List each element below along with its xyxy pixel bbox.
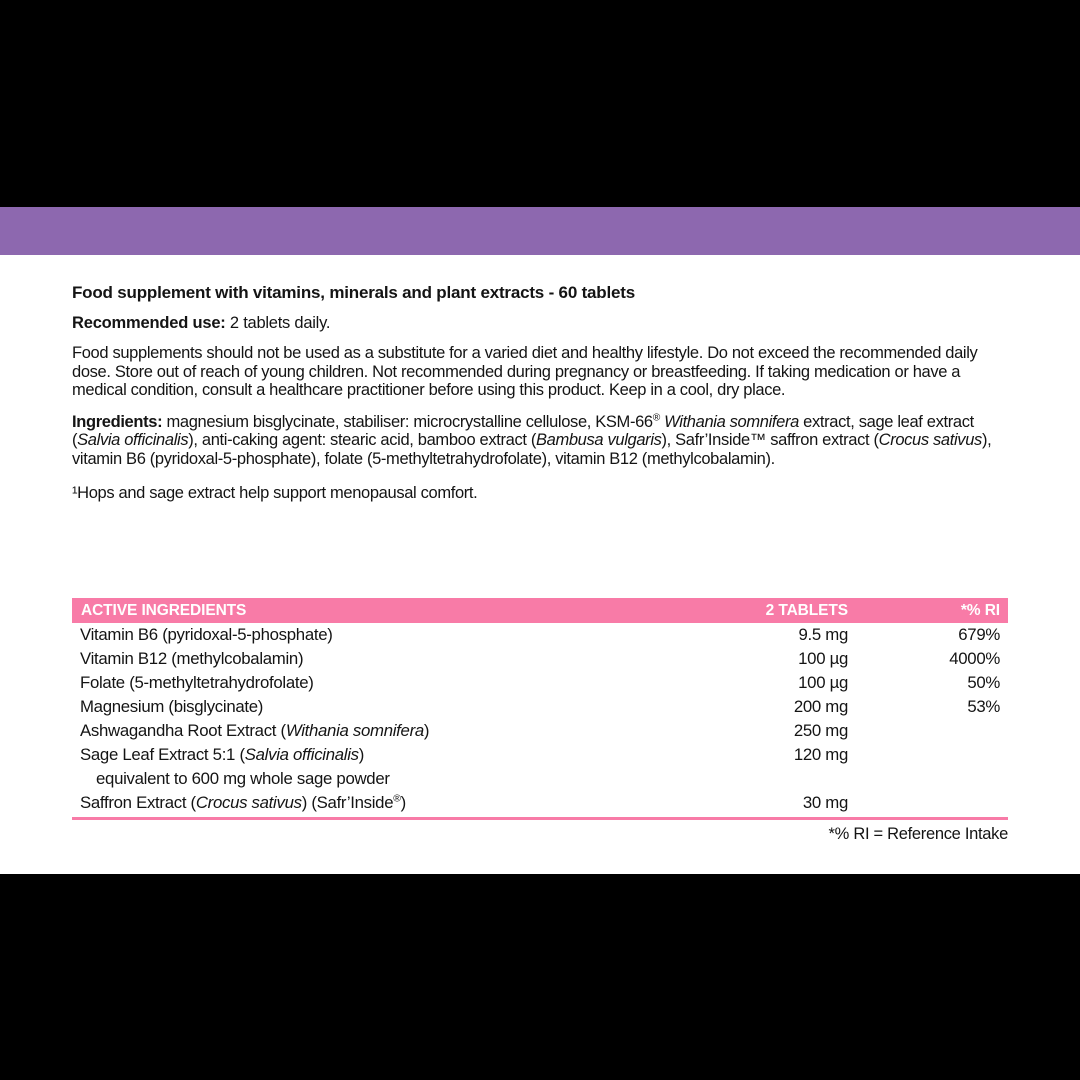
ingredient-amount: 100 µg xyxy=(798,673,848,693)
ingredient-name: Vitamin B6 (pyridoxal-5-phosphate) xyxy=(80,625,333,645)
active-ingredients-table xyxy=(72,598,1008,844)
ingredient-name: Ashwagandha Root Extract (Withania somnifera) xyxy=(80,721,430,741)
table-row xyxy=(72,719,1008,743)
ingredient-amount: 9.5 mg xyxy=(798,625,848,645)
recommended-use-label: Recommended use: xyxy=(72,314,226,332)
ingredient-name: Saffron Extract (Crocus sativus) (Safr’Inside®) xyxy=(80,793,406,813)
ingredient-amount: 30 mg xyxy=(802,793,848,813)
ingredient-name: equivalent to 600 mg whole sage powder xyxy=(96,769,390,789)
ingredient-amount xyxy=(668,767,848,791)
label-body xyxy=(0,255,1080,844)
purple-accent-band xyxy=(0,207,1080,255)
table-bottom-rule xyxy=(72,817,1008,820)
ingredient-ri: 53% xyxy=(967,697,1000,717)
ingredients-paragraph: Ingredients: magnesium bisglycinate, stabiliser: microcrystalline cellulose, KSM-66® Withania somnifera extract, sage leaf extract (Salvia officinalis), anti-caking agent: stearic acid, bamboo extract (Bambusa vulgaris), Safr’Inside™ saffron extract (Crocus sativus), vitamin B6 (pyridoxal-5-phosphate), folate (5-methyltetrahydrofolate), vitamin B12 (methylcobalamin). xyxy=(72,412,992,468)
table-row xyxy=(72,695,1008,719)
table-header-row xyxy=(72,598,1008,623)
ingredient-amount: 250 mg xyxy=(793,721,848,741)
hops-sage-footnote: ¹Hops and sage extract help support menopausal comfort. xyxy=(72,483,478,502)
ingredient-ri xyxy=(848,767,1008,791)
ingredient-ri xyxy=(848,719,1008,743)
ingredient-name: Folate (5-methyltetrahydrofolate) xyxy=(80,673,314,693)
table-row xyxy=(72,647,1008,671)
table-row xyxy=(72,791,1008,815)
ingredient-name: Sage Leaf Extract 5:1 (Salvia officinalis) xyxy=(80,745,365,765)
ingredient-ri: 4000% xyxy=(949,649,1000,669)
table-row xyxy=(72,767,1008,791)
ingredient-name: Magnesium (bisglycinate) xyxy=(80,697,264,717)
ingredient-ri xyxy=(848,743,1008,767)
table-row xyxy=(72,743,1008,767)
header-2-tablets: 2 TABLETS xyxy=(765,602,848,620)
ingredient-ri xyxy=(848,791,1008,815)
ingredient-ri: 50% xyxy=(967,673,1000,693)
recommended-use-line xyxy=(72,313,1008,333)
header-active-ingredients: ACTIVE INGREDIENTS xyxy=(81,602,247,620)
bottom-black-band xyxy=(0,874,1080,1080)
ingredient-amount: 200 mg xyxy=(793,697,848,717)
reference-intake-note: *% RI = Reference Intake xyxy=(828,825,1008,844)
disclaimer-paragraph: Food supplements should not be used as a substitute for a varied diet and healthy lifestyle. Do not exceed the recommended daily dose. Store out of reach of young children. Not recommended during pregnancy or breastfeeding. If taking medication or have a medical condition, consult a healthcare practitioner before using this product. Keep in a cool, dry place. xyxy=(72,344,978,400)
table-row xyxy=(72,671,1008,695)
header-percent-ri: *% RI xyxy=(960,602,1000,620)
ingredient-ri: 679% xyxy=(958,625,1000,645)
recommended-use-value: 2 tablets daily. xyxy=(225,314,331,332)
top-black-band xyxy=(0,0,1080,207)
product-summary-heading: Food supplement with vitamins, minerals and plant extracts - 60 tablets xyxy=(72,283,635,302)
ingredient-name: Vitamin B12 (methylcobalamin) xyxy=(80,649,304,669)
table-row xyxy=(72,623,1008,647)
ingredient-amount: 120 mg xyxy=(793,745,848,765)
ingredient-amount: 100 µg xyxy=(798,649,848,669)
table-body xyxy=(72,623,1008,815)
